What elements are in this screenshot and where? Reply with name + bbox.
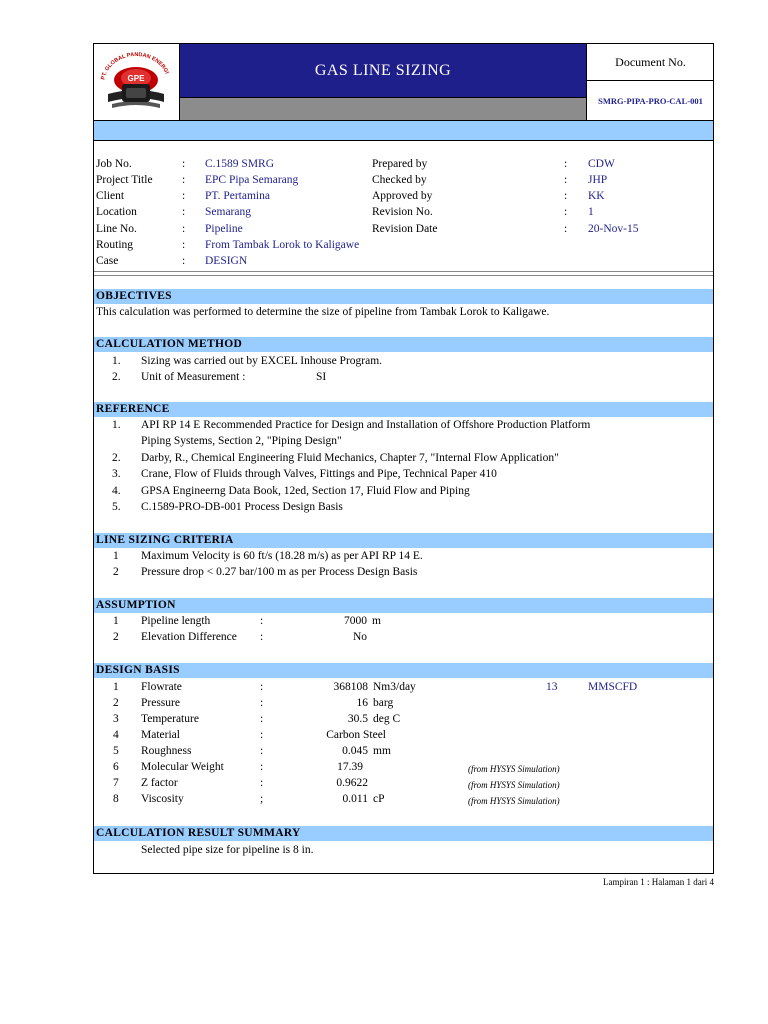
design-item-unit: Nm3/day (373, 681, 416, 693)
section-heading-design-basis: DESIGN BASIS (94, 663, 713, 678)
info-sep: : (564, 190, 568, 202)
document-title: GAS LINE SIZING (180, 44, 586, 97)
reference-item-text: GPSA Engineerng Data Book, 12ed, Section 17, Fluid Flow and Piping (141, 485, 470, 497)
info-sep: : (182, 239, 186, 251)
assumption-item-sep: : (260, 631, 264, 643)
info-label-client: Client (96, 190, 125, 202)
document-number-box (586, 44, 714, 120)
design-item-sep: : (260, 697, 264, 709)
design-item-label: Temperature (141, 713, 199, 725)
method-item-num: 2. (112, 371, 121, 383)
assumption-item-label: Pipeline length (141, 615, 211, 627)
design-item-unit: barg (373, 697, 394, 709)
method-unit-value: SI (316, 371, 327, 383)
design-item-num: 4 (113, 729, 119, 741)
design-item-note: (from HYSYS Simulation) (468, 796, 560, 806)
info-value-prepared: CDW (588, 158, 615, 170)
info-sep: : (564, 158, 568, 170)
objectives-text: This calculation was performed to determine the size of pipeline from Tambak Lorok to Kaligawe. (96, 306, 550, 318)
design-item-value: 0.9622 (336, 777, 368, 789)
design-item-value: 0.045 (342, 745, 368, 757)
method-item-num: 1. (112, 355, 121, 367)
info-label-routing: Routing (96, 239, 134, 251)
design-item-sep: : (260, 681, 264, 693)
design-item-num: 8 (113, 793, 119, 805)
assumption-item-label: Elevation Difference (141, 631, 237, 643)
info-value-project: EPC Pipa Semarang (205, 174, 299, 186)
info-sep: : (182, 206, 186, 218)
info-value-revision-date: 20-Nov-15 (588, 223, 639, 235)
design-item-label: Z factor (141, 777, 178, 789)
design-item-label: Material (141, 729, 180, 741)
info-label-checked: Checked by (372, 174, 427, 186)
divider (94, 271, 713, 272)
info-label-line: Line No. (96, 223, 137, 235)
assumption-item-sep: : (260, 615, 264, 627)
info-value-job: C.1589 SMRG (205, 158, 275, 170)
design-item-num: 6 (113, 761, 119, 773)
reference-item-text: Crane, Flow of Fluids through Valves, Fittings and Pipe, Technical Paper 410 (141, 468, 497, 480)
design-item-unit: deg C (373, 713, 401, 725)
design-item-num: 3 (113, 713, 119, 725)
design-item-label: Molecular Weight (141, 761, 224, 773)
logo-arc-text: PT. GLOBAL PANDAN ENERGI (100, 51, 170, 81)
design-item-label: Pressure (141, 697, 180, 709)
design-item-num: 2 (113, 697, 119, 709)
section-heading-criteria: LINE SIZING CRITERIA (94, 533, 713, 548)
design-item-num: 1 (113, 681, 119, 693)
info-sep: : (564, 223, 568, 235)
info-sep: : (182, 190, 186, 202)
reference-item-num: 1. (112, 419, 121, 431)
document-number-value: SMRG-PIPA-PRO-CAL-001 (598, 95, 703, 106)
criteria-item-text: Pressure drop < 0.27 bar/100 m as per Process Design Basis (141, 566, 418, 578)
svg-text:GPE: GPE (127, 74, 145, 83)
reference-item-text: C.1589-PRO-DB-001 Process Design Basis (141, 501, 343, 513)
criteria-item-text: Maximum Velocity is 60 ft/s (18.28 m/s) as per API RP 14 E. (141, 550, 423, 562)
info-value-approved: KK (588, 190, 605, 202)
design-item-sep: : (260, 745, 264, 757)
criteria-item-num: 2 (113, 566, 119, 578)
info-sep: : (564, 174, 568, 186)
design-item-label: Viscosity (141, 793, 184, 805)
reference-item-num: 4. (112, 485, 121, 497)
section-heading-objectives: OBJECTIVES (94, 289, 713, 304)
design-item-value: 0.011 (342, 793, 368, 805)
logo-icon (94, 44, 178, 118)
info-value-case: DESIGN (205, 255, 248, 267)
assumption-item-num: 2 (113, 631, 119, 643)
info-value-revision-no: 1 (588, 206, 594, 218)
info-label-project: Project Title (96, 174, 153, 186)
design-item-value: 17.39 (337, 761, 363, 773)
design-item-num: 7 (113, 777, 119, 789)
design-item-note: (from HYSYS Simulation) (468, 764, 560, 774)
design-item-value: 16 (356, 697, 368, 709)
reference-item-num: 3. (112, 468, 121, 480)
design-item-value: Carbon Steel (326, 729, 386, 741)
title-subband (180, 97, 586, 120)
page-footer: Lampiran 1 : Halaman 1 dari 4 (603, 877, 714, 887)
design-item-unit: cP (373, 793, 385, 805)
reference-item-num: 5. (112, 501, 121, 513)
info-sep: : (564, 206, 568, 218)
section-heading-reference: REFERENCE (94, 402, 713, 417)
info-label-revision-no: Revision No. (372, 206, 433, 218)
assumption-item-unit: m (372, 615, 381, 627)
method-item-text: Unit of Measurement : (141, 371, 246, 383)
document-number-label: Document No. (587, 44, 714, 81)
assumption-item-value: No (352, 631, 367, 643)
company-logo (94, 44, 180, 120)
info-label-case: Case (96, 255, 119, 267)
header-band (94, 120, 713, 141)
divider (94, 275, 713, 276)
design-item-label: Flowrate (141, 681, 182, 693)
info-value-line: Pipeline (205, 223, 243, 235)
design-item-sep: : (260, 713, 264, 725)
info-value-checked: JHP (588, 174, 608, 186)
calculation-sheet (93, 43, 714, 874)
section-heading-assumption: ASSUMPTION (94, 598, 713, 613)
design-item-note: (from HYSYS Simulation) (468, 780, 560, 790)
info-sep: : (182, 158, 186, 170)
design-item-extra-value: 13 (546, 681, 558, 693)
design-item-label: Roughness (141, 745, 192, 757)
info-label-revision-date: Revision Date (372, 223, 438, 235)
design-item-sep: : (260, 777, 264, 789)
info-sep: : (182, 255, 186, 267)
info-label-job: Job No. (96, 158, 132, 170)
assumption-item-num: 1 (113, 615, 119, 627)
design-item-extra-unit: MMSCFD (588, 681, 638, 693)
design-item-sep: : (260, 761, 264, 773)
design-item-sep: ; (260, 793, 264, 805)
criteria-item-num: 1 (113, 550, 119, 562)
assumption-item-value: 7000 (344, 615, 367, 627)
reference-item-num: 2. (112, 452, 121, 464)
design-item-unit: mm (373, 745, 391, 757)
design-item-value: 368108 (333, 681, 368, 693)
info-value-location: Semarang (205, 206, 251, 218)
reference-item-text: Darby, R., Chemical Engineering Fluid Mechanics, Chapter 7, "Internal Flow Application" (141, 452, 559, 464)
reference-item-text-cont: Piping Systems, Section 2, "Piping Design" (141, 435, 342, 447)
design-item-value: 30.5 (347, 713, 368, 725)
info-sep: : (182, 223, 186, 235)
info-label-location: Location (96, 206, 137, 218)
info-value-routing: From Tambak Lorok to Kaligawe (205, 239, 360, 251)
section-heading-result: CALCULATION RESULT SUMMARY (94, 826, 713, 841)
info-label-prepared: Prepared by (372, 158, 428, 170)
design-item-sep: : (260, 729, 264, 741)
info-sep: : (182, 174, 186, 186)
method-item-text: Sizing was carried out by EXCEL Inhouse Program. (141, 355, 383, 367)
design-item-num: 5 (113, 745, 119, 757)
info-label-approved: Approved by (372, 190, 433, 202)
section-heading-method: CALCULATION METHOD (94, 337, 713, 352)
reference-item-text: API RP 14 E Recommended Practice for Design and Installation of Offshore Production Platform (141, 419, 591, 431)
result-text: Selected pipe size for pipeline is 8 in. (141, 844, 314, 856)
info-value-client: PT. Pertamina (205, 190, 270, 202)
